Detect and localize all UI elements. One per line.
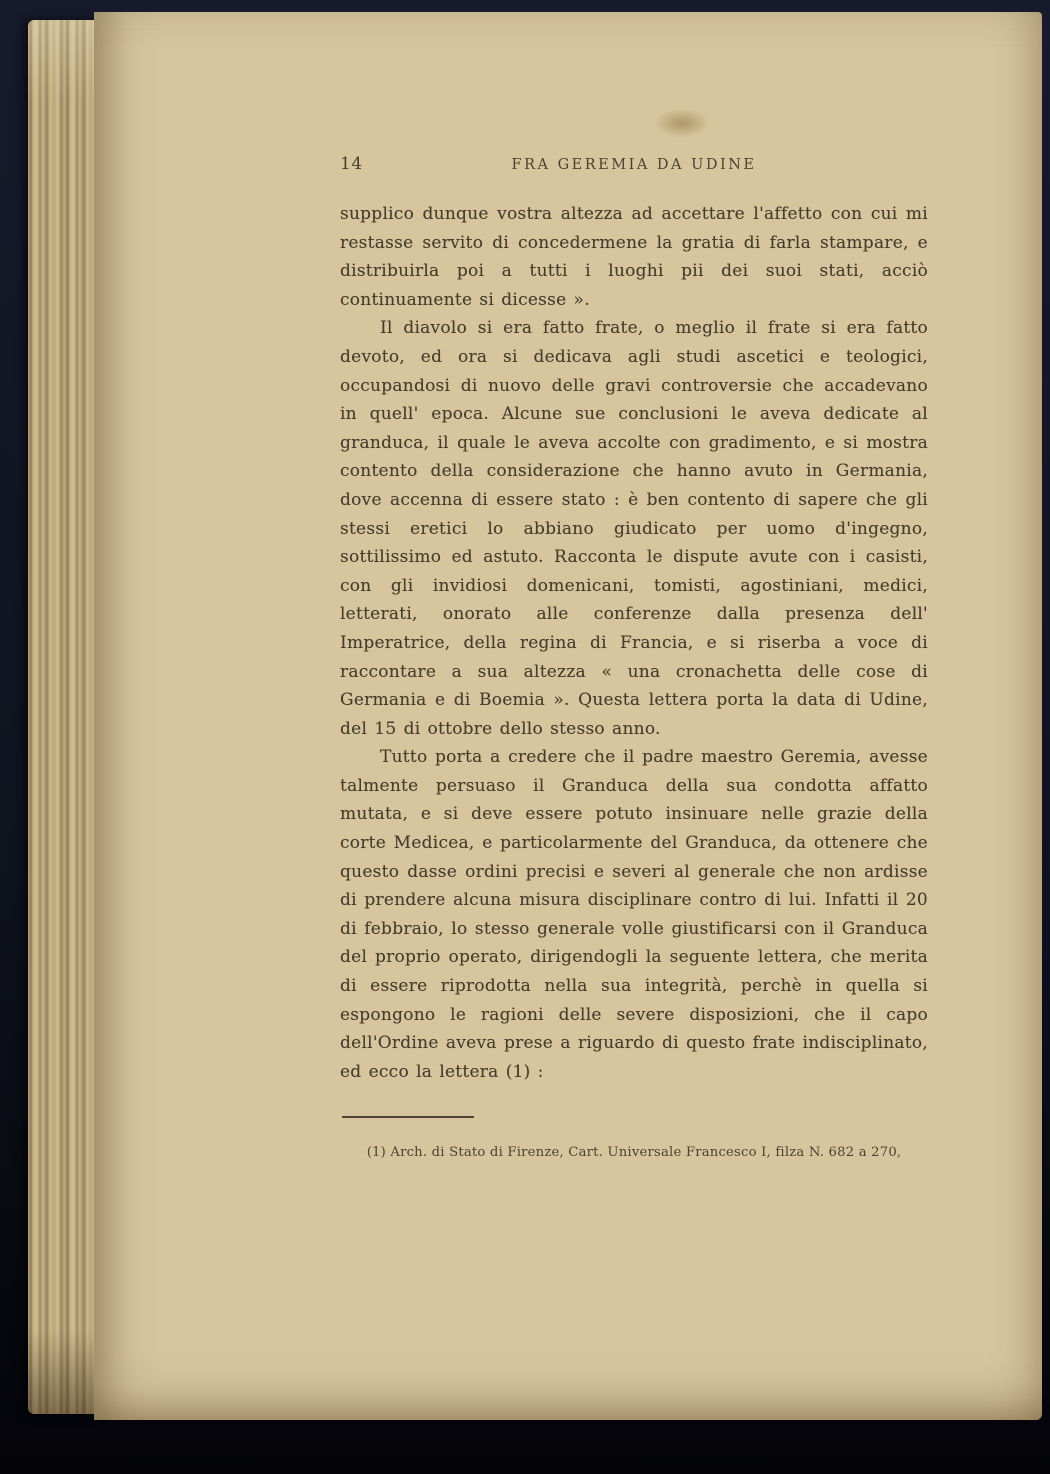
book (28, 12, 1042, 1420)
page-edges-stack (28, 20, 102, 1414)
paper-stain (654, 108, 710, 138)
book-page (94, 12, 1042, 1420)
body-paragraph: Il diavolo si era fatto frate, o meglio il frate si era fatto devoto, ed ora si dedicava agli studi ascetici e teologici, occupandosi di nuovo delle gravi controversie che accadevano in quell' epoca. Alcune sue conclusioni le aveva dedicate al granduca, il quale le aveva accolte con gradimento, e si mostra contento della considerazione che hanno avuto in Germania, dove accenna di essere stato : è ben contento di sapere che gli stessi eretici lo abbiano giudicato per uomo d'ingegno, sottilissimo ed astuto. Racconta le dispute avute con i casisti, con gli invidiosi domenicani, tomisti, agostiniani, medici, letterati, onorato alle conferenze dalla presenza dell' Imperatrice, della regina di Francia, e si riserba a voce di raccontare a sua altezza « una cronachetta delle cose di Germania e di Boemia ». Questa lettera porta la data di Udine, del 15 di ottobre dello stesso anno. (340, 318, 928, 739)
footnote-text: (1) Arch. di Stato di Firenze, Cart. Universale Francesco I, filza N. 682 a 270, (366, 1145, 902, 1161)
page-header (340, 154, 928, 178)
page-number: 14 (340, 154, 363, 174)
page-content (340, 154, 928, 1162)
running-header: FRA GEREMIA DA UDINE (511, 157, 757, 173)
body-paragraph: supplico dunque vostra altezza ad accettare l'affetto con cui mi restasse servito di concedermene la gratia di farla stampare, e distribuirla poi a tutti i luoghi pii dei suoi stati, acciò continuamente si dicesse ». (340, 204, 928, 310)
body-paragraph: Tutto porta a credere che il padre maestro Geremia, avesse talmente persuaso il Granduca della sua condotta affatto mutata, e si deve essere potuto insinuare nelle grazie della corte Medicea, e particolarmente del Granduca, da ottenere che questo dasse ordini precisi e severi al generale che non ardisse di prendere alcuna misura disciplinare contro di lui. Infatti il 20 di febbraio, lo stesso generale volle giustificarsi con il Granduca del proprio operato, dirigendogli la seguente lettera, che merita di essere riprodotta nella sua integrità, perchè in quella si espongono le ragioni delle severe disposizioni, che il capo dell'Ordine aveva prese a riguardo di questo frate indisciplinato, ed ecco la lettera (1) : (340, 747, 928, 1082)
footnote-rule (342, 1116, 474, 1118)
